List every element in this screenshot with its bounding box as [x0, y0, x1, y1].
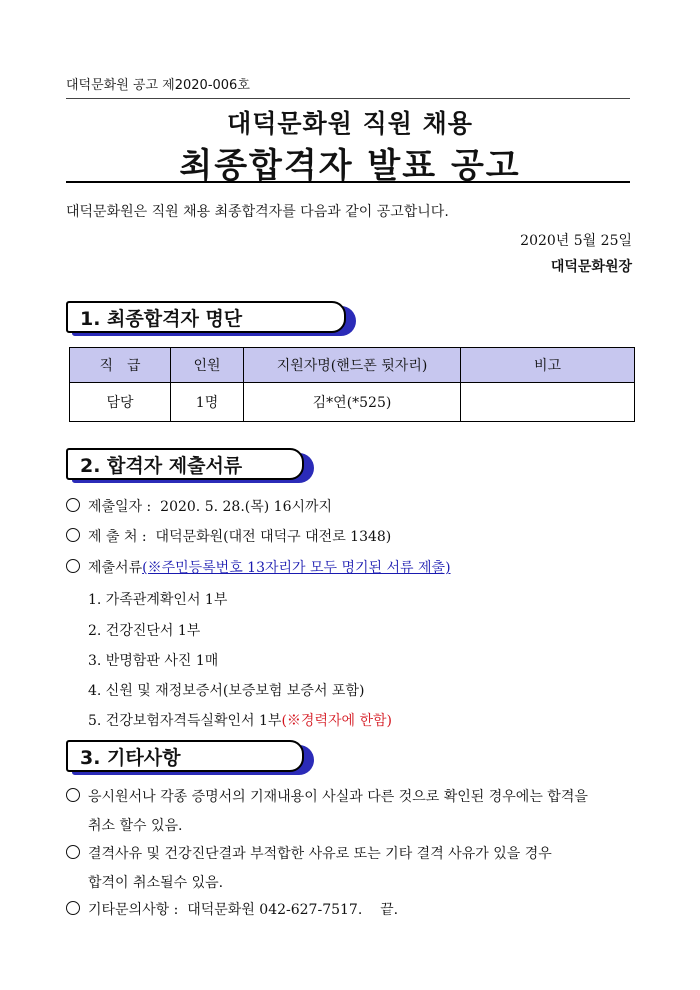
note-1-line1: 응시원서나 각종 증명서의 기재내용이 사실과 다른 것으로 확인된 경우에는 합격을	[88, 789, 588, 805]
section2-heading-box	[66, 448, 304, 478]
submit-place-label: 제 출 처 :	[88, 529, 147, 545]
header-count: 인원	[171, 348, 244, 383]
doc-item: 2. 건강진단서 1부	[88, 623, 201, 639]
page-title: 최종합격자 발표 공고	[179, 146, 521, 186]
submit-docs-note: (※주민등록번호 13자리가 모두 명기된 서류 제출)	[142, 560, 451, 576]
submit-place-value: 대덕문화원(대전 대덕구 대전로 1348)	[155, 529, 392, 545]
doc-item: 4. 신원 및 재정보증서(보증보험 보증서 포함)	[88, 683, 365, 699]
submit-docs-label: 제출서류	[88, 560, 143, 576]
notice-number: 대덕문화원 공고 제2020-006호	[66, 78, 250, 93]
doc-item: 5. 건강보험자격득실확인서 1부	[88, 713, 282, 729]
cell-rank: 담당	[70, 383, 171, 422]
header-divider	[66, 98, 630, 99]
section3-heading-box	[66, 740, 304, 770]
doc-item: 3. 반명함판 사진 1매	[88, 653, 219, 669]
inquiry-label: 기타문의사항 :	[88, 902, 179, 918]
submit-date-value: 2020. 5. 28.(목) 16시까지	[160, 499, 333, 515]
note-1	[66, 783, 646, 841]
note-1-line2: 취소 할수 있음.	[88, 818, 183, 834]
circle-bullet-icon	[66, 498, 80, 512]
circle-bullet-icon	[66, 559, 80, 573]
section1-heading-box	[66, 301, 346, 331]
cell-count: 1명	[171, 383, 244, 422]
note-3	[66, 899, 398, 919]
intro-text: 대덕문화원은 직원 채용 최종합격자를 다음과 같이 공고합니다.	[66, 204, 449, 220]
table-row	[70, 383, 635, 422]
announcement-date: 2020년 5월 25일	[520, 233, 632, 249]
doc-item-5	[88, 710, 392, 730]
cell-remarks	[461, 383, 635, 422]
note-2	[66, 840, 646, 898]
submit-docs-line	[66, 557, 451, 577]
issuer: 대덕문화원장	[550, 259, 632, 275]
circle-bullet-icon	[66, 845, 80, 859]
end-mark: 끝.	[380, 902, 399, 918]
section3-heading: 3. 기타사항	[80, 747, 181, 769]
title-divider	[66, 181, 630, 183]
circle-bullet-icon	[66, 901, 80, 915]
doc-item-5-note: (※경력자에 한함)	[281, 713, 392, 729]
finalist-table	[69, 347, 635, 422]
note-2-line1: 결격사유 및 건강진단결과 부적합한 사유로 또는 기타 결격 사유가 있을 경우	[88, 846, 552, 862]
section1-heading: 1. 최종합격자 명단	[80, 308, 243, 330]
header-applicant: 지원자명(핸드폰 뒷자리)	[244, 348, 461, 383]
submit-date-label: 제출일자 :	[88, 499, 152, 515]
table-header-row	[70, 348, 635, 383]
header-remarks: 비고	[461, 348, 635, 383]
inquiry-contact: 대덕문화원 042-627-7517.	[187, 902, 363, 918]
note-2-line2: 합격이 취소될수 있음.	[88, 875, 224, 891]
doc-item: 1. 가족관계확인서 1부	[88, 592, 228, 608]
circle-bullet-icon	[66, 788, 80, 802]
submit-date-line	[66, 496, 332, 516]
header-rank: 직 급	[70, 348, 171, 383]
title-line1: 대덕문화원 직원 채용	[227, 109, 473, 138]
submit-place-line	[66, 526, 391, 546]
circle-bullet-icon	[66, 528, 80, 542]
section2-heading: 2. 합격자 제출서류	[80, 455, 243, 477]
cell-applicant: 김*연(*525)	[244, 383, 461, 422]
